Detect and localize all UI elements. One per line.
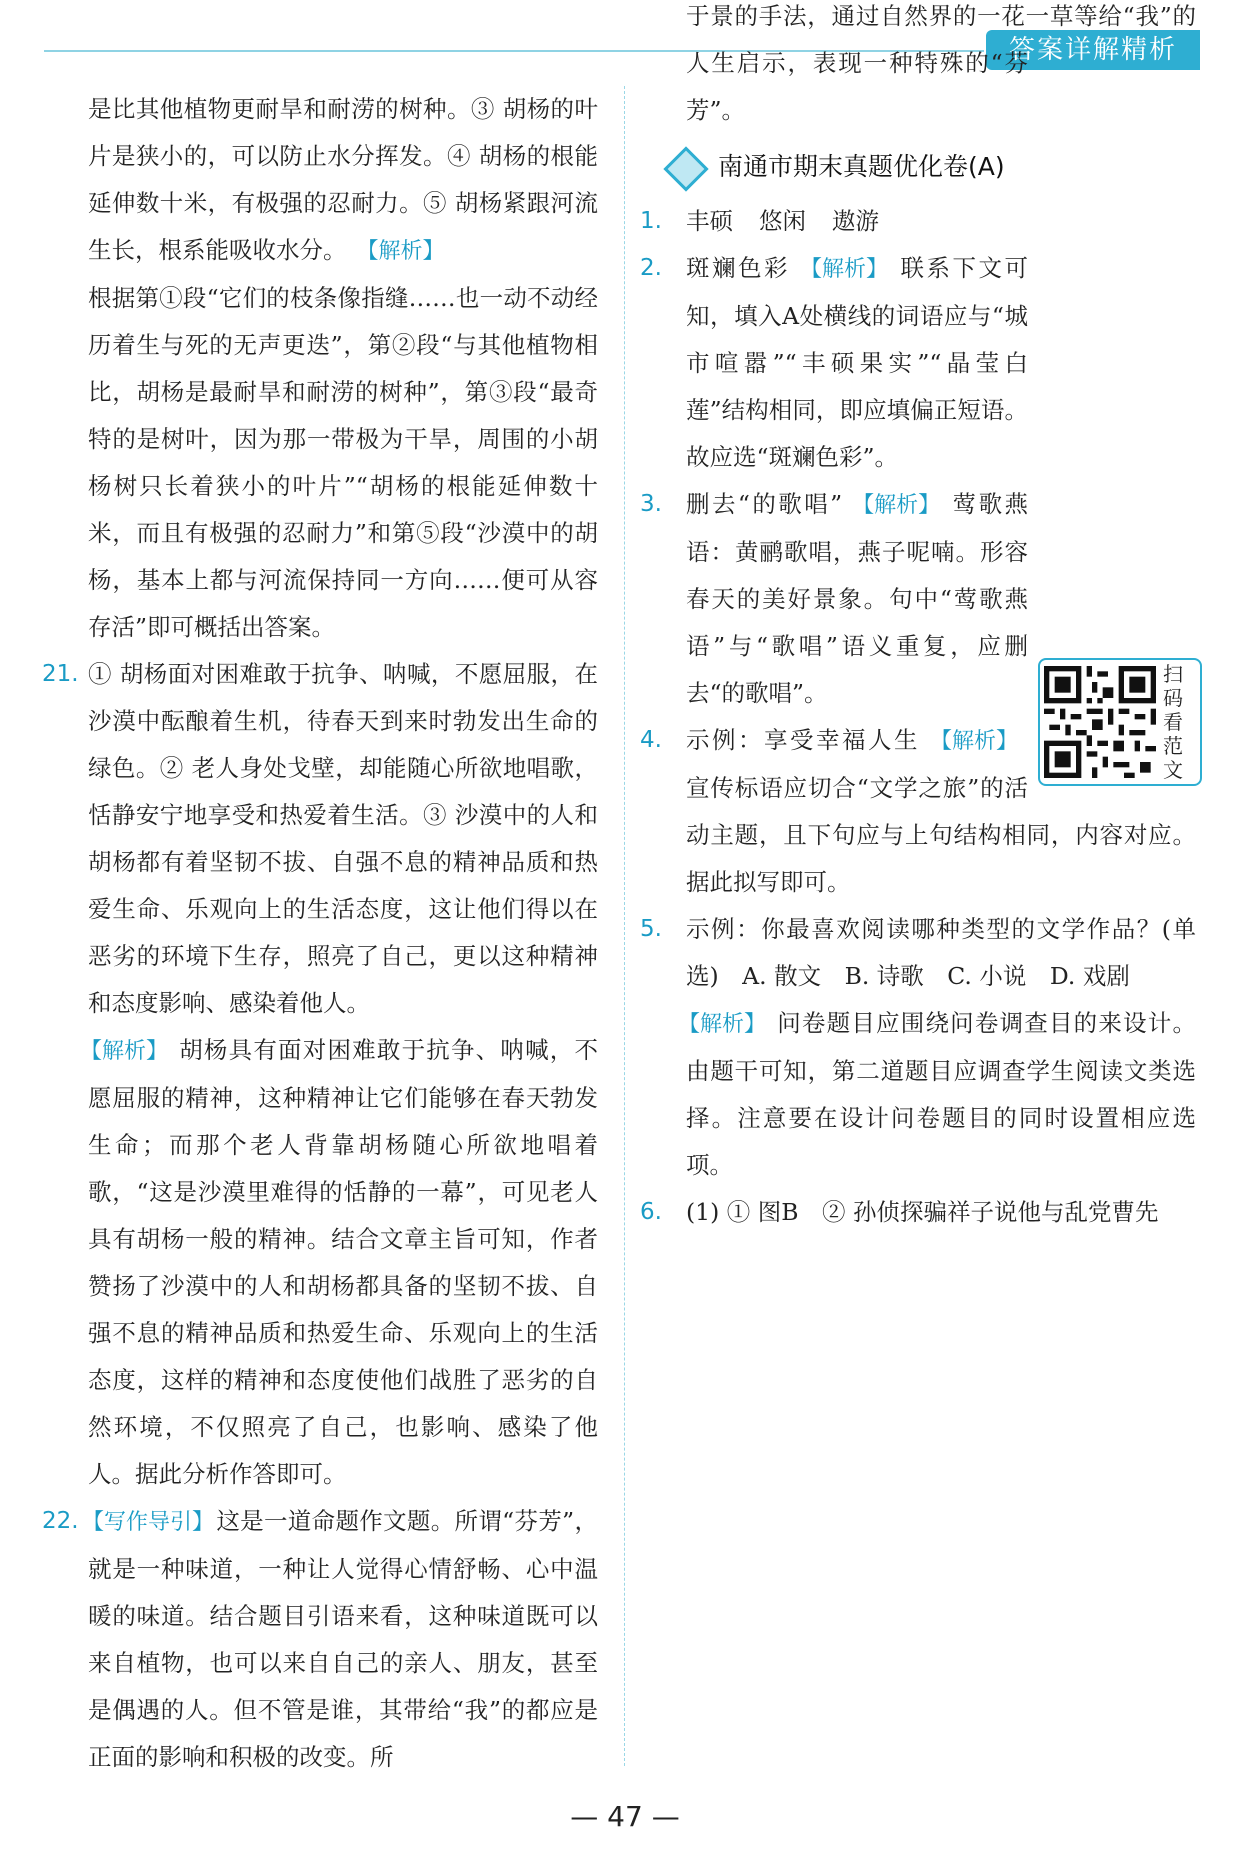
column-divider — [624, 86, 625, 1766]
analysis-paragraph — [678, 1000, 1196, 1189]
analysis-tag: 【解析】 — [800, 257, 889, 282]
question-22 — [42, 1498, 598, 1781]
answer-paragraph — [686, 481, 1196, 717]
answer-text: 删去“的歌唱” — [686, 490, 843, 518]
diamond-icon — [663, 146, 708, 191]
header-badge: 答案详解精析 — [986, 30, 1200, 70]
analysis-tag: 【解析】 — [852, 493, 941, 518]
answer-item-5 — [640, 906, 1196, 1189]
answer-paragraph — [686, 717, 1196, 906]
analysis-tag: 【解析】 — [678, 1012, 767, 1037]
analysis-tag: 【解析】 — [80, 1039, 169, 1064]
answer-text: (1) ① 图B ② 孙侦探骗祥子说他与乱党曹先 — [686, 1198, 1159, 1226]
analysis-text: 宣传标语应切合“文学之旅”的活动主题，且下句应与上句结构相同，内容对应。据此拟写即可。 — [686, 774, 1196, 896]
question-number: 6. — [640, 1199, 662, 1225]
analysis-tag: 【解析】 — [356, 239, 445, 264]
answer-continued — [88, 86, 598, 275]
analysis-text: 根据第①段“它们的枝条像指缝……也一动不动经历着生与死的无声更迭”，第②段“与其他植物相比，胡杨是最耐旱和耐涝的树种”，第③段“最奇特的是树叶，因为那一带极为干旱，周围的小胡杨树只长着狭小的叶片”“胡杨的根能延伸数十米，而且有极强的忍耐力”和第⑤段“沙漠中的胡杨，基本上都与河流保持同一方向……便可从容存活”即可概括出答案。 — [88, 284, 598, 641]
answer-text: 示例：你最喜欢阅读哪种类型的文学作品？(单选) A. 散文 B. 诗歌 C. 小说 D. 戏剧 — [686, 915, 1196, 990]
answer-text — [686, 198, 1196, 245]
section-title-text: 南通市期末真题优化卷(A) — [718, 152, 1005, 181]
question-number: 1. — [640, 208, 662, 234]
qr-label: 扫码看范文 — [1163, 662, 1183, 782]
question-number: 4. — [640, 727, 662, 753]
left-column — [42, 86, 598, 1781]
writing-guide — [82, 1498, 598, 1781]
answer-word: 悠闲 — [759, 207, 806, 235]
answer-item-6 — [640, 1189, 1196, 1236]
answer-item-2 — [640, 245, 1196, 481]
question-number: 21. — [42, 661, 79, 687]
answer-word: 遨游 — [832, 207, 879, 235]
analysis-tag: 【解析】 — [929, 729, 1018, 754]
answer-text: 是比其他植物更耐旱和耐涝的树种。③ 胡杨的叶片是狭小的，可以防止水分挥发。④ 胡杨的根能延伸数十米，有极强的忍耐力。⑤ 胡杨紧跟河流生长，根系能吸收水分。 — [88, 95, 598, 264]
answer-paragraph — [686, 245, 1196, 481]
writing-guide-continued: 于景的手法，通过自然界的一花一草等给“我”的人生启示，表现一种特殊的“芬芳”。 — [686, 2, 1196, 124]
analysis-text: 问卷题目应围绕问卷调查目的来设计。由题干可知，第二道题目应调查学生阅读文类选择。注意要在设计问卷题目的同时设置相应选项。 — [686, 1009, 1196, 1179]
answer-text: 斑斓色彩 — [686, 254, 790, 282]
question-number: 5. — [640, 916, 662, 942]
answer-text: 示例：享受幸福人生 — [686, 726, 920, 754]
section-title — [656, 140, 1196, 194]
writing-guide-tag: 【写作导引】 — [82, 1510, 215, 1535]
answer-item-1 — [640, 198, 1196, 245]
analysis-text: 胡杨具有面对困难敢于抗争、呐喊，不愿屈服的精神，这种精神让它们能够在春天勃发生命；而那个老人背靠胡杨随心所欲地唱着歌，“这是沙漠里难得的恬静的一幕”，可见老人具有胡杨一般的精神。结合文章主旨可知，作者赞扬了沙漠中的人和胡杨都具备的坚韧不拔、自强不息的精神品质和热爱生命、乐观向上的生活态度，这样的精神和态度使他们战胜了恶劣的自然环境，不仅照亮了自己，也影响、感染了他人。据此分析作答即可。 — [88, 1036, 598, 1488]
question-number: 22. — [42, 1508, 79, 1534]
analysis-text: 莺歌燕语：黄鹂歌唱，燕子呢喃。形容春天的美好景象。句中“莺歌燕语”与“歌唱”语义重复，应删去“的歌唱”。 — [686, 490, 1029, 707]
answer-word: 丰硕 — [686, 207, 733, 235]
answer-item-4 — [640, 717, 1196, 906]
question-21 — [42, 651, 598, 1498]
page-number: — 47 — — [570, 1800, 680, 1833]
writing-guide-text: 这是一道命题作文题。所谓“芬芳”，就是一种味道，一种让人觉得心情舒畅、心中温暖的味道。结合题目引语来看，这种味道既可以来自植物，也可以来自自己的亲人、朋友，甚至是偶遇的人。但不管是谁，其带给“我”的都应是正面的影响和积极的改变。所 — [88, 1507, 598, 1771]
question-number: 3. — [640, 491, 662, 517]
analysis-text: 联系下文可知，填入A处横线的词语应与“城市喧嚣”“丰硕果实”“晶莹白莲”结构相同，即应填偏正短语。故应选“斑斓色彩”。 — [686, 254, 1029, 471]
question-number: 2. — [640, 255, 662, 281]
answer-item-3 — [640, 481, 1196, 717]
answer-text: ① 胡杨面对困难敢于抗争、呐喊，不愿屈服，在沙漠中酝酿着生机，待春天到来时勃发出生命的绿色。② 老人身处戈壁，却能随心所欲地唱歌，恬静安宁地享受和热爱着生活。③ 沙漠中的人和胡杨都有着坚韧不拔、自强不息的精神品质和热爱生命、乐观向上的生活态度，这让他们得以在恶劣的环境下生存，照亮了自己，更以这种精神和态度影响、感染着他人。 — [88, 660, 598, 1017]
analysis-paragraph — [80, 1027, 598, 1498]
